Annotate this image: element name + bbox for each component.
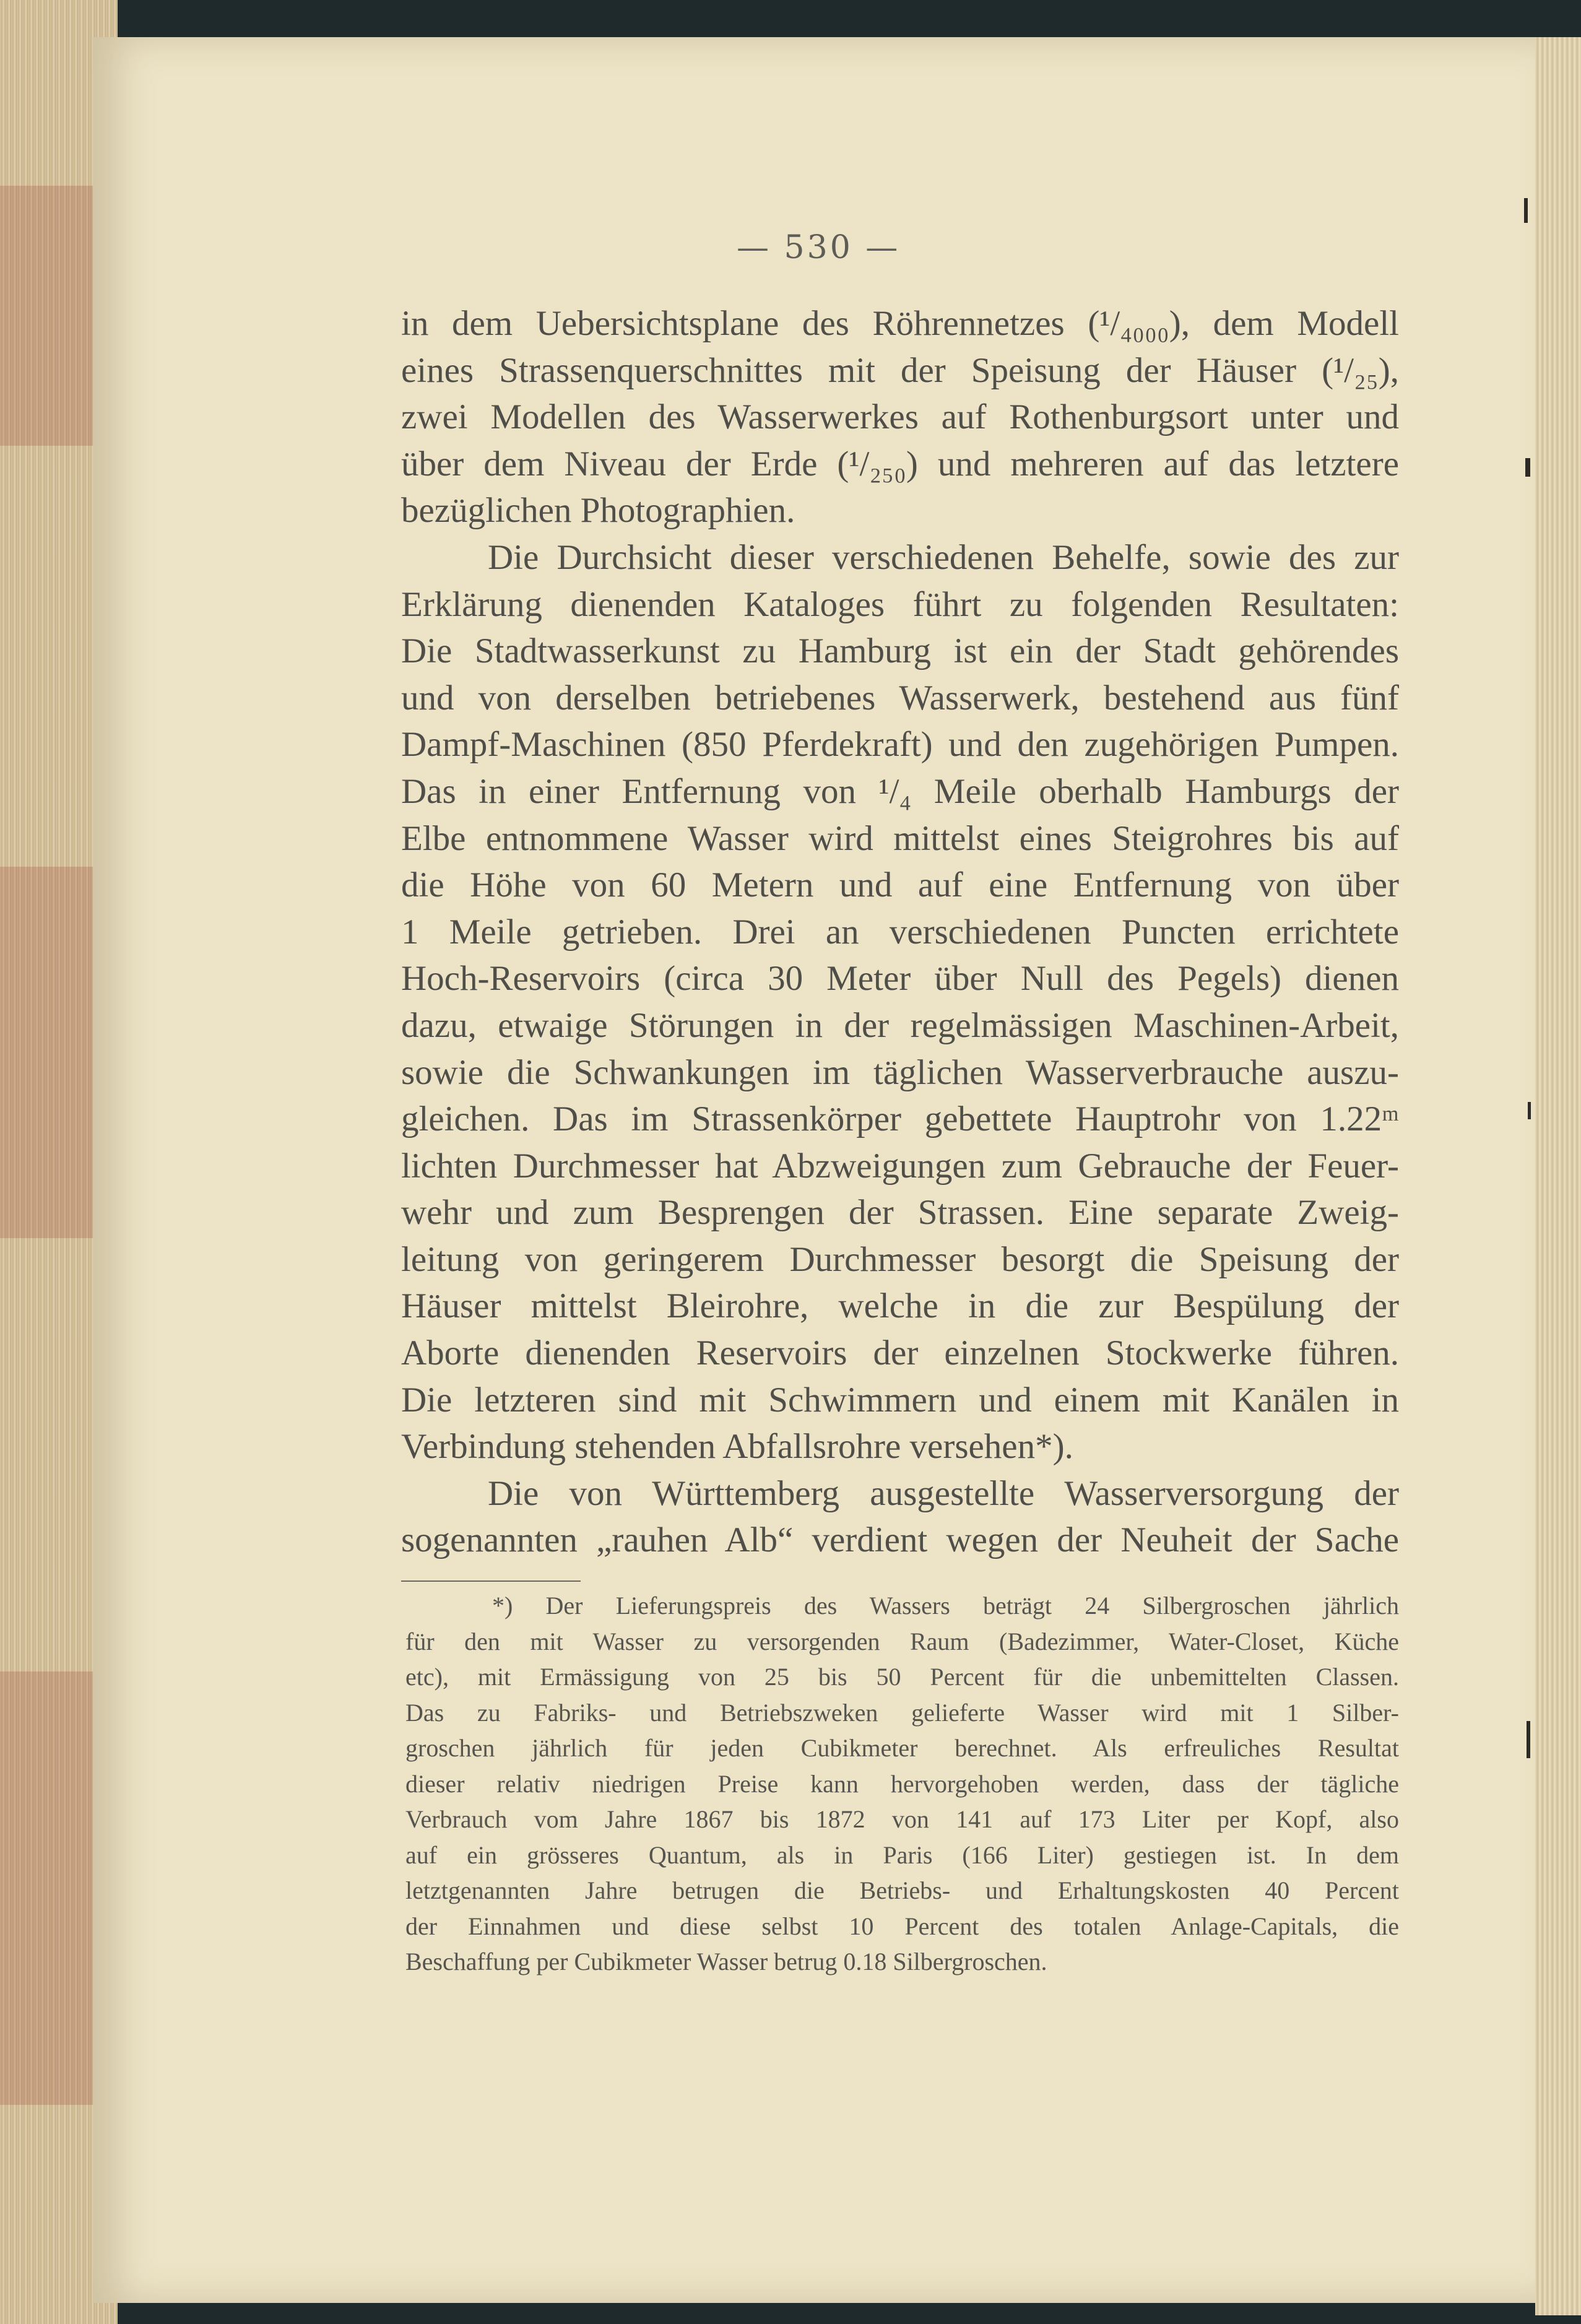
body-line: Dampf-Maschinen (850 Pferdekraft) und den zugehörigen Pumpen.: [401, 725, 1399, 765]
footnote-line: auf ein grösseres Quantum, als in Paris (166 Liter) gestiegen ist. In dem: [405, 1841, 1399, 1869]
body-line: gleichen. Das im Strassenkörper gebettete Hauptrohr von 1.22ᵐ: [401, 1099, 1399, 1139]
footnote-line: für den mit Wasser zu versorgenden Raum (Badezimmer, Water-Closet, Küche: [405, 1627, 1399, 1655]
footnote-line: dieser relativ niedrigen Preise kann hervorgehoben werden, dass der tägliche: [405, 1769, 1399, 1798]
footnotes: [405, 1588, 1399, 1980]
body-line: Aborte dienenden Reservoirs der einzelnen Stockwerke führen.: [401, 1333, 1399, 1373]
body-line: zwei Modellen des Wasserwerkes auf Rothenburgsort unter und: [401, 397, 1399, 437]
footnote-line: Verbrauch vom Jahre 1867 bis 1872 von 141 auf 173 Liter per Kopf, also: [405, 1805, 1399, 1833]
body-line: in dem Uebersichtsplane des Röhrennetzes (¹/₄₀₀₀), dem Modell: [401, 304, 1399, 343]
body-line: sogenannten „rauhen Alb“ verdient wegen der Neuheit der Sache: [401, 1520, 1399, 1560]
body-line: Die Stadtwasserkunst zu Hamburg ist ein der Stadt gehörendes: [401, 631, 1399, 671]
body-line: Elbe entnommene Wasser wird mittelst eines Steigrohres bis auf: [401, 818, 1399, 858]
page-number: — 530 —: [737, 229, 901, 266]
body-line: Hoch-Reservoirs (circa 30 Meter über Null des Pegels) dienen: [401, 959, 1399, 999]
body-line: leitung von geringerem Durchmesser besorgt die Speisung der: [401, 1239, 1399, 1279]
edge-stain: [0, 867, 93, 1238]
body-line: wehr und zum Besprengen der Strassen. Eine separate Zweig-: [401, 1193, 1399, 1233]
footnote-line: *) Der Lieferungspreis des Wassers beträgt 24 Silbergroschen jährlich: [492, 1592, 1399, 1619]
body-line: Häuser mittelst Bleirohre, welche in die zur Bespülung der: [401, 1286, 1399, 1326]
edge-stain: [0, 186, 93, 446]
footnote-line: Beschaffung per Cubikmeter Wasser betrug 0.18 Silbergroschen.: [405, 1948, 1047, 1975]
margin-mark: [1525, 458, 1530, 477]
body-text: [401, 300, 1399, 1564]
body-line: Die von Württemberg ausgestellte Wasserversorgung der: [488, 1473, 1399, 1513]
book-page-edges-right: [1535, 37, 1581, 2315]
footnote-line: letztgenannten Jahre betrugen die Betriebs- und Erhaltungskosten 40 Percent: [405, 1876, 1399, 1904]
margin-mark: [1528, 1102, 1531, 1119]
body-line: die Höhe von 60 Metern und auf eine Entfernung von über: [401, 865, 1399, 905]
body-line: dazu, etwaige Störungen in der regelmässigen Maschinen-Arbeit,: [401, 1005, 1399, 1045]
body-line: bezüglichen Photographien.: [401, 491, 795, 531]
body-line: Erklärung dienenden Kataloges führt zu folgenden Resultaten:: [401, 584, 1399, 624]
margin-mark: [1524, 198, 1528, 223]
body-line: über dem Niveau der Erde (¹/₂₅₀) und mehreren auf das letztere: [401, 444, 1399, 483]
footnote-line: Das zu Fabriks- und Betriebszweken gelieferte Wasser wird mit 1 Silber-: [405, 1698, 1399, 1727]
footnote-rule: [401, 1580, 581, 1582]
body-line: sowie die Schwankungen im täglichen Wasserverbrauche auszu-: [401, 1052, 1399, 1092]
body-line: und von derselben betriebenes Wasserwerk, bestehend aus fünf: [401, 678, 1399, 718]
body-line: Die letzteren sind mit Schwimmern und einem mit Kanälen in: [401, 1380, 1399, 1420]
body-line: Das in einer Entfernung von ¹/₄ Meile oberhalb Hamburgs der: [401, 771, 1399, 811]
margin-mark: [1527, 1721, 1530, 1758]
body-line: lichten Durchmesser hat Abzweigungen zum Gebrauche der Feuer-: [401, 1146, 1399, 1186]
body-line: 1 Meile getrieben. Drei an verschiedenen Puncten errichtete: [401, 912, 1399, 952]
edge-stain: [0, 1671, 93, 2105]
footnote-line: der Einnahmen und diese selbst 10 Percent des totalen Anlage-Capitals, die: [405, 1912, 1399, 1940]
body-line: Die Durchsicht dieser verschiedenen Behelfe, sowie des zur: [488, 537, 1399, 577]
body-line: eines Strassenquerschnittes mit der Speisung der Häuser (¹/₂₅),: [401, 350, 1399, 390]
footnote-line: etc), mit Ermässigung von 25 bis 50 Percent für die unbemittelten Classen.: [405, 1663, 1399, 1691]
footnote-line: groschen jährlich für jeden Cubikmeter berechnet. Als erfreuliches Resultat: [405, 1734, 1399, 1762]
body-line: Verbindung stehenden Abfallsrohre versehen*).: [401, 1427, 1073, 1467]
